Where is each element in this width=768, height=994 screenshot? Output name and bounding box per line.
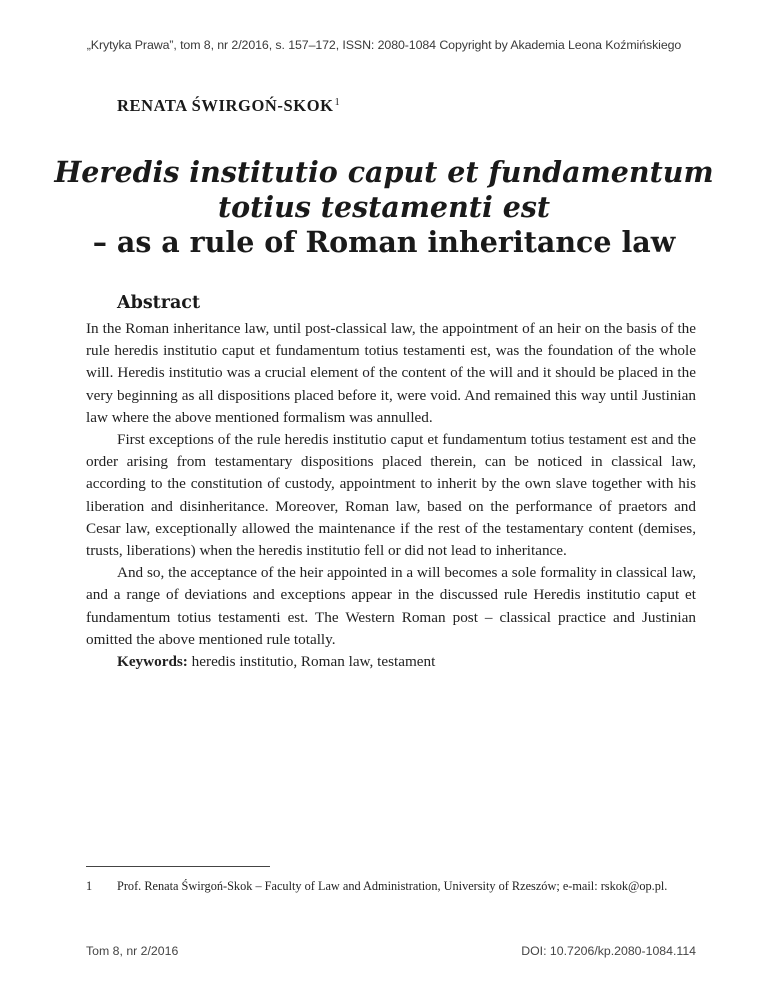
keywords-line (86, 651, 696, 673)
author-name-text: RENATA ŚWIRGOŃ-SKOK (117, 96, 334, 115)
footer-volume: Tom 8, nr 2/2016 (86, 944, 179, 958)
keywords-text: heredis institutio, Roman law, testament (191, 653, 436, 671)
footnote (86, 878, 696, 895)
article-title (0, 155, 768, 260)
running-header-citation: „Krytyka Prawa”, tom 8, nr 2/2016, s. 157–172, ISSN: 2080-1084 Copyright by Akademia Leona Koźmińskiego (86, 38, 682, 52)
footnote-number: 1 (86, 879, 93, 893)
footnote-divider (86, 866, 270, 867)
title-line-3: – as a rule of Roman inheritance law (92, 225, 676, 259)
abstract-paragraph-2: First exceptions of the rule heredis institutio caput et fundamentum totius testament est and the order arising from testamentary dispositions placed therein, can be noticed in classical law, according to the constitution of custody, appointment to inherit by the own slave together with his liberation and disinheritance. Moreover, Roman law, based on the performance of praetors and Cesar law, exceptionally allowed the maintenance if the rest of the testamentary content (demises, trusts, liberations) when the heredis institutio fell or did not lead to inheritance. (86, 431, 696, 560)
keywords-label: Keywords: (117, 653, 188, 671)
abstract-paragraph-3: And so, the acceptance of the heir appointed in a will becomes a sole formality in classical law, and a range of deviations and exceptions appear in the discussed rule Heredis institutio caput et fundamentum totius testamenti est. The Western Roman post – classical practice and Justinian omitted the above mentioned rule totally. (86, 564, 696, 648)
author-name (117, 96, 340, 116)
title-line-1: Heredis institutio caput et fundamentum (54, 155, 714, 189)
title-line-2: totius testamenti est (217, 190, 551, 224)
footnote-text: Prof. Renata Świrgoń-Skok – Faculty of Law and Administration, University of Rzeszów; e-mail: rskok@op.pl. (117, 879, 668, 893)
abstract-body (86, 318, 696, 673)
abstract-paragraph-1: In the Roman inheritance law, until post-classical law, the appointment of an heir on the basis of the rule heredis institutio caput et fundamentum totius testamenti est, was the foundation of the whole will. Heredis institutio was a crucial element of the content of the will and it should be placed in the very beginning as all dispositions placed before it, were void. And remained this way until Justinian law where the above mentioned formalism was annulled. (86, 320, 696, 426)
abstract-heading: Abstract (117, 293, 201, 313)
author-footnote-mark[interactable]: 1 (334, 96, 341, 108)
footer-doi[interactable]: DOI: 10.7206/kp.2080-1084.114 (521, 944, 696, 958)
